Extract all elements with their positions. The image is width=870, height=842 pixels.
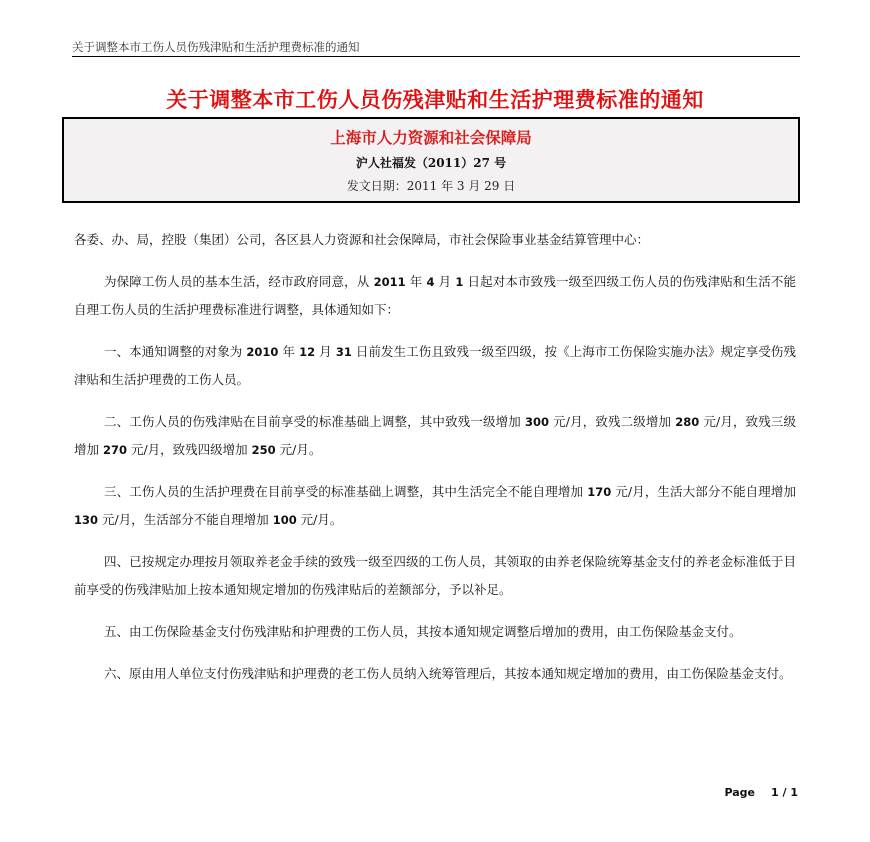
document-number: 沪人社福发（2011）27 号	[355, 156, 507, 170]
header-rule	[72, 56, 800, 57]
page-label: Page	[724, 786, 756, 799]
document-meta-box	[62, 117, 800, 203]
document-body	[74, 226, 796, 702]
paragraph-1: 一、本通知调整的对象为 2010 年 12 月 31 日前发生工伤且致残一级至四级，按《上海市工伤保险实施办法》规定享受伤残津贴和生活护理费的工伤人员。	[74, 344, 796, 387]
paragraph-intro: 为保障工伤人员的基本生活，经市政府同意，从 2011 年 4 月 1 日起对本市致残一级至四级工伤人员的伤残津贴和生活不能自理工伤人员的生活护理费标准进行调整，具体通知如下：	[74, 274, 796, 317]
paragraph-5: 五、由工伤保险基金支付伤残津贴和护理费的工伤人员，其按本通知规定调整后增加的费用，由工伤保险基金支付。	[104, 624, 742, 639]
paragraph-2: 二、工伤人员的伤残津贴在目前享受的标准基础上调整，其中致残一级增加 300 元/月，致残二级增加 280 元/月，致残三级增加 270 元/月，致残四级增加 250 元/月。	[74, 414, 796, 457]
page-footer	[724, 786, 798, 799]
running-header: 关于调整本市工伤人员伤残津贴和生活护理费标准的通知	[72, 40, 360, 54]
page-number: 1 / 1	[771, 786, 798, 799]
addressee: 各委、办、局，控股（集团）公司，各区县人力资源和社会保障局，市社会保险事业基金结算管理中心：	[74, 232, 650, 247]
issuing-authority: 上海市人力资源和社会保障局	[330, 128, 532, 147]
paragraph-3: 三、工伤人员的生活护理费在目前享受的标准基础上调整，其中生活完全不能自理增加 170 元/月，生活大部分不能自理增加 130 元/月，生活部分不能自理增加 100 元/月。	[74, 484, 797, 527]
paragraph-4: 四、已按规定办理按月领取养老金手续的致残一级至四级的工伤人员，其领取的由养老保险统筹基金支付的养老金标准低于目前享受的伤残津贴加上按本通知规定增加的伤残津贴后的差额部分，予以补足。	[74, 554, 796, 597]
document-title: 关于调整本市工伤人员伤残津贴和生活护理费标准的通知	[166, 87, 704, 112]
paragraph-6: 六、原由用人单位支付伤残津贴和护理费的老工伤人员纳入统筹管理后，其按本通知规定增加的费用，由工伤保险基金支付。	[104, 666, 792, 681]
issue-date: 发文日期：2011 年 3 月 29 日	[346, 179, 516, 193]
